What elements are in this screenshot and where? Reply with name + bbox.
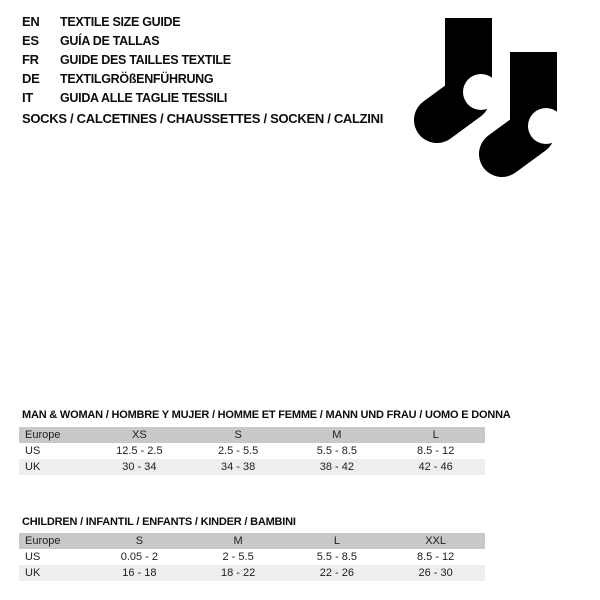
language-code: IT (22, 90, 33, 105)
row-label: US (25, 445, 41, 457)
language-code: DE (22, 71, 40, 86)
size-value: 5.5 - 8.5 (316, 445, 358, 457)
column-header-size: S (234, 429, 242, 441)
size-value: 12.5 - 2.5 (116, 445, 163, 457)
language-row (22, 50, 231, 69)
row-label: US (25, 551, 41, 563)
language-row (22, 31, 231, 50)
column-header-size: L (333, 535, 340, 547)
language-list (22, 12, 231, 107)
table-title-man-woman: MAN & WOMAN / HOMBRE Y MUJER / HOMME ET FEMME / MANN UND FRAU / UOMO E DONNA (22, 409, 511, 421)
size-value: 38 - 42 (319, 461, 354, 473)
table-row-us (19, 549, 485, 565)
column-header-size: M (332, 429, 342, 441)
language-code: FR (22, 52, 39, 67)
row-label: UK (25, 461, 41, 473)
table-title-children: CHILDREN / INFANTIL / ENFANTS / KINDER / BAMBINI (22, 516, 296, 528)
language-row (22, 88, 231, 107)
size-table-man-woman (19, 427, 485, 475)
column-header-region: Europe (25, 429, 61, 441)
table-row-uk (19, 459, 485, 475)
size-value: 34 - 38 (221, 461, 256, 473)
category-line: SOCKS / CALCETINES / CHAUSSETTES / SOCKEN / CALZINI (22, 111, 384, 126)
size-value: 30 - 34 (122, 461, 157, 473)
table-row-uk (19, 565, 485, 581)
column-header-size: L (432, 429, 439, 441)
size-table-children (19, 533, 485, 581)
size-value: 18 - 22 (221, 567, 256, 579)
column-header-size: XS (132, 429, 147, 441)
language-row (22, 12, 231, 31)
table-header-row (19, 533, 485, 549)
language-label: GUIDA ALLE TAGLIE TESSILI (60, 90, 228, 105)
socks-icon (408, 14, 583, 184)
size-value: 5.5 - 8.5 (316, 551, 358, 563)
size-value: 8.5 - 12 (416, 445, 455, 457)
language-label: GUÍA DE TALLAS (60, 33, 160, 48)
size-value: 2 - 5.5 (222, 551, 254, 563)
row-label: UK (25, 567, 41, 579)
size-value: 0.05 - 2 (120, 551, 159, 563)
size-value: 22 - 26 (319, 567, 354, 579)
language-code: EN (22, 14, 40, 29)
column-header-size: S (135, 535, 144, 547)
table-row-us (19, 443, 485, 459)
language-label: TEXTILGRÖßENFÜHRUNG (60, 71, 214, 86)
size-value: 2.5 - 5.5 (217, 445, 259, 457)
column-header-size: M (233, 535, 243, 547)
column-header-region: Europe (25, 535, 61, 547)
language-code: ES (22, 33, 39, 48)
size-value: 8.5 - 12 (416, 551, 455, 563)
size-value: 26 - 30 (418, 567, 453, 579)
language-label: TEXTILE SIZE GUIDE (60, 14, 181, 29)
language-row (22, 69, 231, 88)
column-header-size: XXL (425, 535, 447, 547)
table-header-row (19, 427, 485, 443)
size-value: 16 - 18 (122, 567, 157, 579)
size-value: 42 - 46 (418, 461, 453, 473)
language-label: GUIDE DES TAILLES TEXTILE (60, 52, 231, 67)
